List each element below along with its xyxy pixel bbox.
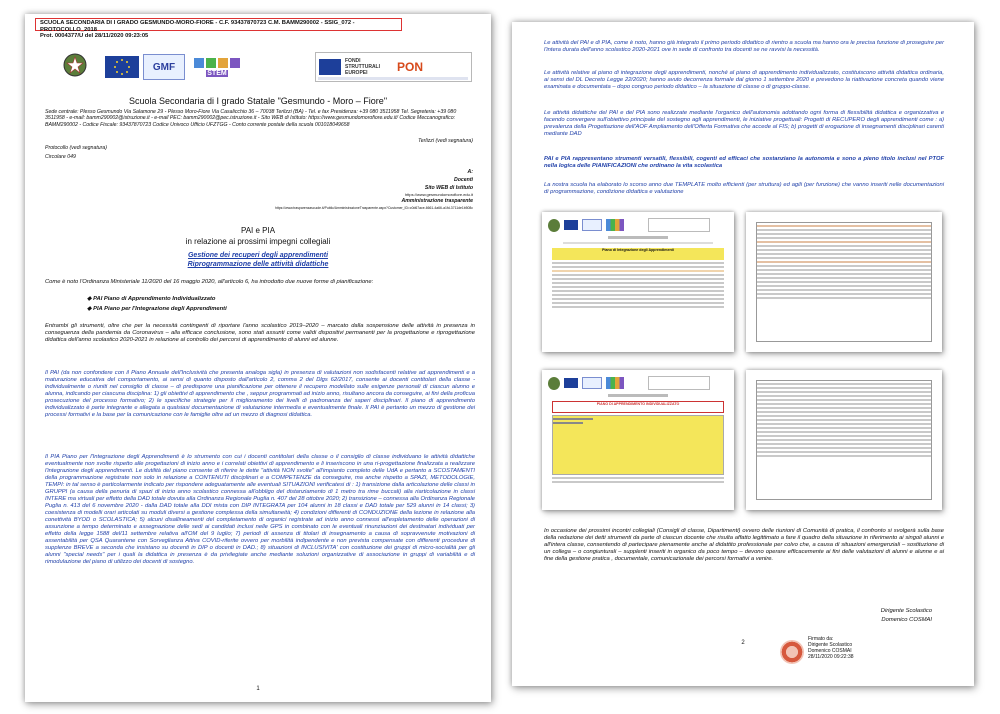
stem-logo: STEM <box>193 50 241 84</box>
p2-paragraph-2: Le attività relative al piano di integrazione degli apprendimenti, nonché al piano di apprendimento individualizzato, costituiscono attività didattica ordinaria, ai sensi del DL Decreto Legge 22/2020; hanno avuto decorrenza formale dal giorno 1 settembre 2020 e prevedono la riattivazione concreta quando viene esaminata e documentata – dopo congruo periodo didattico – la situazione di classe o di gruppo-classe. <box>544 70 944 90</box>
school-info: Sede centrale: Plesso Gesmundo Via Salamone 29 - Plesso Moro-Fiore Via Casalicchio 36 – 70038 Terlizzi (BA) - Tel. e fax Presidenza: +39 080 3511958 Tel. Segreteria: +39 080 3511958 - e-mail: bamm290002@istruzione.it - e-mail PEC: bamm290002@pec.istruzione.it - Sito WEB di Istituto: https://www.gesmundomorofiore.edu.it/ Codice Meccanografico: BAMM290002 - Codice Fiscale: 93437870723 Codice Univoco Ufficio UFZTGG - Conto corrente postale della scuola 001018049658 <box>45 109 457 128</box>
paragraph-pai: Il PAI (da non confondere con il Piano Annuale dell'Inclusività che presenta analoga sigla) in presenza di valutazioni non sodisfacenti relative ad apprendimenti e a maturazione educativa del comportamento, ai sensi di quanto disposto dall'articolo 2, comma 2 del Dlgs 62/2017, consente ai docenti contitolari della classe - individualmente o riuniti nel consiglio di classe – di predisporre una pianificazione per ottenere il recupero modellato sulle esigenze personali di ciascun alunno e alunna, indicando per ciascuna disciplina: 1) gli obiettivi di apprendimento che , seppur programmati ad inizio anno, risultano ancora da conseguire, ai fini della proficua prosecuzione del processo formativo; 2) le specifiche strategie per il miglioramento dei livelli di padronanza dei saperi disciplinari. Il piano di apprendimento individualizzato è parte integrante e allegata a qualsiasi documentazione di valutazione intermedia e eventualmente finale. Il PAI è pertanto un mezzo di gestione dei processi formativi e la base per la comunicazione con le famiglie oltre ad un mezzo di diagnosi didattica. <box>45 370 475 418</box>
intro-paragraph: Come è noto l'Ordinanza Ministeriale 11/2020 del 16 maggio 2020, all'articolo 6, ha introdotto due nuove forme di pianificazione: <box>45 279 374 285</box>
page-number-2: 2 <box>741 640 745 646</box>
p2-paragraph-5: La nostra scuola ha elaborato lo scorso anno due TEMPLATE molto efficienti (per struttura) ed agili (per funzione) che vanno inseriti nelle documentazioni di programmazione, condizione didattica e valutazione <box>544 182 944 195</box>
protocol-line-2: Prot. 0004377/U del 28/11/2020 09:23:05 <box>40 33 149 39</box>
doc-title: PAI e PIA <box>240 226 276 235</box>
circolare-line: Circolare 049 <box>45 154 76 160</box>
protocol-line-1: SCUOLA SECONDARIA DI I GRADO GESMUNDO-MORO-FIORE - C.F. 93437870723 C.M. BAMM290002 - SSIG_072 - PROTOCOLLO_2018 <box>40 20 355 33</box>
p2-paragraph-1: Le attività del PAI e di PIA, come è noto, hanno già integrato il primo periodo didattico di rientro a scuola ma hanno ora le precisa funzione di proseguire per l'intera durata dell'anno scolastico 2020-2021 ove in sede di confronto tra docenti se ne ravvisi la necessità. <box>544 40 944 53</box>
signature-name: Domenico COSMAI <box>881 617 932 623</box>
bullet-pai: ◆ PAI Piano di Apprendimento Individualizzato <box>87 296 216 302</box>
protocollo-line: Protocollo (vedi segnatura) <box>45 145 107 151</box>
template-thumbnail-pai-cover <box>542 370 734 510</box>
bullet-icon: ◆ <box>87 306 94 312</box>
eu-flag-icon <box>105 56 139 78</box>
template-thumbnail-pia-detail <box>746 212 942 352</box>
page-number-1: 1 <box>256 686 260 692</box>
bullet-icon: ◆ <box>87 296 94 302</box>
p2-paragraph-6: In occasione dei prossimi incontri collegiali (Consigli di classe, Dipartimenti) ovvero delle riunioni di Comunità di pratica, il confronto si svolgerà sulla base della redazione dei detti strumenti da parte di ciascun docente che risulta affatto legittimato a fare il quadro della situazione in riferimento ai singoli alunni e all'intera classe, consentendo di partecipare pienamente anche al didattito professionale per colvo che, a causa di situazioni emergenziali – sostituzione di un collega – o congiunturali – supplenti inseriti in organico da poco tempo – devono operare efficacemente ai fini delle valutazioni di alunni e alunne e ai fine della gestione pratica , documentale, comunicazionale dei percorsi formativi a venire. <box>544 528 944 562</box>
recipient-docenti: Docenti <box>453 177 473 183</box>
signature-seal-icon <box>780 640 804 664</box>
doc-subtitle: in relazione ai prossimi impegni collegiali <box>185 237 331 246</box>
p2-paragraph-4: PAI e PIA rappresentano strumenti versatili, flessibili, cogenti ed efficaci che sostanziano la autonomia e sono a pieno titolo inclusi nel PTOF nella logica delle PIANIFICAZIONI che ordinano la vita scolastica <box>544 156 944 169</box>
paragraph-pia: Il PIA Piano per l'Integrazione degli Apprendimenti è lo strumento con cui i docenti contitolari della classe o il consiglio di classe individuano le attività didattiche eventualmente non svolte rispetto alle progettazioni di inizio anno e i correlati obiettivi di apprendimento e li inseriscono in una ri-progettazione finalizzata a realizzare l'integrazione degli apprendimenti. Le dutilità del piano consente di riferire le dette "attività NON svolte" all'impianto completo delle UdA e pertanto a SCOSTAMENTI della programmazione registrate non solo in relazione a CONTENUTI disciplinari e a COMPETENZE da conseguire, ma anche rispetto a SPAZI, METODOLOGIE, TEMPI: in tal senso è particolarmente indicato per rispondere adeguatamente alle eventuali SITUAZIONI verificatesi di : 1) transizione dalla articolazione delle classi in GRUPPI (a causa della penuria di spazi di inizio anno scolastico connessa all'obbligo del distanziamento di 1 metro tra rime buccali) alla riarticolazione in classi INTERE ma virtuali per effetto della DAD totale dovuta alla Ordinanza Regionale Puglia n. 407 del 28 ottobre 2020; 2) transizione – connessa alla Ordinanza Regionale Puglia n. 413 del 6 novembre 2020 - dalla DAD totale alla DDI mista con DIP INTEGRATA per 104 alunni in 18 classi e DAD totale per 529 alunni in 14 classi; 3) coesistenza di modelli orari articolati su moduli diversi a gestione complessa della simultaneità; 4) condizioni differenti di CONDUZIONE della lezione in relazione alla conettività BYOD o SCOLASTICA; 5) alcuni disallineamenti del completamento di organici registrate ad inizio anno connessi all'espletamento delle operazioni di assunzione a tempo determinato e assegnazione delle sedi ai candidati inclusi nelle GPS in combinato con le eventuali rinunziazioni dei destinatari individuati per effetto della legge 1588 del/11 settembre relativa all'OM del 9 luglio; 7) periodi di assenza di titolari di insegnamento a causa di sopravvenute motivazioni di assentabilità per QSA Quarantene con Sorveglianza Attiva COVID-riferite ovvero per morbilità indipendente e non prevista compensate con differenti procedure di supplenze BREVE a seconda che insistano su docenti in DIP o docenti in DAD.; 8) situazioni di INCLUSIVITA' con costituzione dei gruppi di micro-socialità per gli alunni "special needs" per i quali la didattica in presenza è da privilegiate anche mediante soluzioni organizzative di associazione in gruppi di variabilità e di rimodulazione del piano di utilizzo dei docenti di sostegno. <box>45 454 475 565</box>
recipient-sito: Sito WEB di Istituto <box>424 185 473 191</box>
p2-paragraph-3: Le attività didattiche del PAI e del PIA sono realizzate mediante l'organico dell'autonomia adottando ogni forma di flessibilità didattica e organizzativa e facendo convergere sull'obiettivo principale del sostegno agli apprendimenti, le iniziative progettuali: Progetti di RECUPERO degli apprendimenti come : a) prevalenza della Progettazione dell'AOF Ampliamento dell'Offerta Formativa che accede al FIS; b) progetti di erogazione di insegnamenti disciplinari carenti mediante DAD <box>544 110 944 137</box>
gmf-logo: GMF <box>143 54 185 80</box>
signature-role: Dirigente Scolastico <box>880 608 932 614</box>
recipient-a: A: <box>467 169 473 175</box>
recipient-url: https://www.gesmundomorofiore.edu.it <box>404 192 473 197</box>
doc-subtitle-2b: Riprogrammazione delle attività didattiche <box>187 261 329 268</box>
protocol-stamp <box>35 18 402 39</box>
template-thumbnail-pai-detail <box>746 370 942 510</box>
doc-subtitle-2a: Gestione dei recuperi degli apprendimenti <box>187 252 329 259</box>
terlizzi-line: Terlizzi (vedi segnatura) <box>418 138 473 144</box>
thumb-pai-title: PIANO DI APPRENDIMENTO INDIVIDUALIZZATO <box>552 401 724 413</box>
template-thumbnail-pia-cover <box>542 212 734 352</box>
italian-emblem-icon <box>62 52 88 80</box>
document-page-1 <box>25 14 491 702</box>
thumb-pia-title: Piano di Integrazione degli Apprendimenti <box>552 248 724 260</box>
eu-flag-small-icon <box>319 59 341 75</box>
school-title: Scuola Secondaria di I grado Statale "Gesmundo - Moro – Fiore" <box>128 96 388 106</box>
digital-signature-stamp: Firmato da: Dirigente Scolastico Domenico COSMAI 28/11/2020 09:22:38 <box>780 634 930 674</box>
eu-fondi-banner: FONDI STRUTTURALI EUROPEI PON <box>315 52 472 82</box>
recipient-admin-url: https://www.trasparenzascuole.it/Public/AmministrazioneTrasparente.aspx?Customer_ID=c0d67ace-6661-4a66-a1fd-3711de1b508c <box>275 206 473 210</box>
document-page-2 <box>512 22 974 686</box>
paragraph-1: Entrambi gli strumenti, oltre che per la necessità contingenti di riportare l'anno scolastico 2019–2020 – marcato dalla sospensione delle attività in presenza in conseguenza della pandemia da Coronavirus – alla efficace conclusione, sono stati assunti come validi dispositivi permanenti per la progettazione e riprogettazione didattica dell'anno scolastico 2020-2021 in relazione al controllo dei percorsi di apprendimento di alunni ed alunne. <box>45 323 475 343</box>
bullet-pia: ◆ PIA Piano per l'Integrazione degli Apprendimenti <box>87 306 227 312</box>
recipient-admin: Amministrazione trasparente <box>401 198 473 204</box>
